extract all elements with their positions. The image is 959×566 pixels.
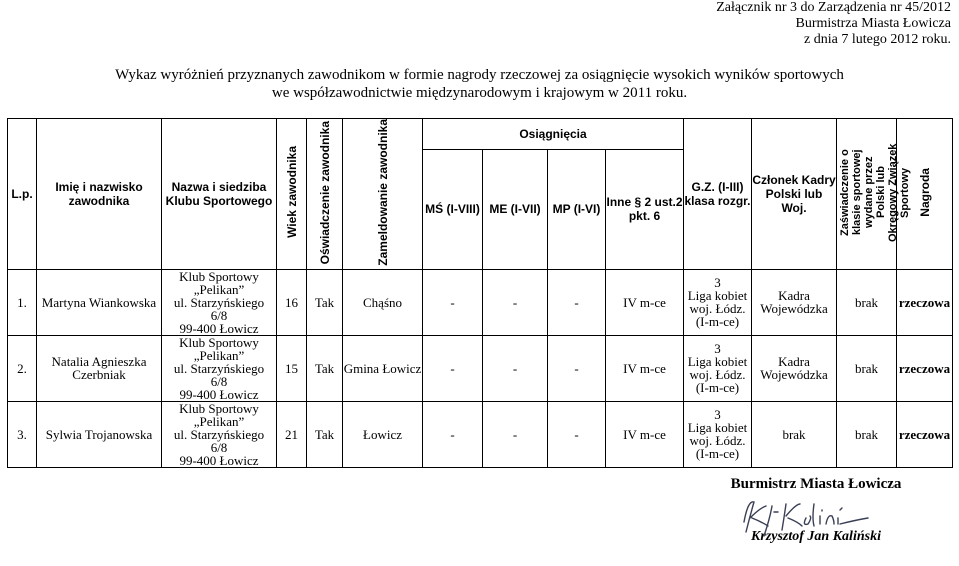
- cell-kadra: brak: [752, 401, 837, 467]
- header-ms: MŚ (I-VIII): [423, 150, 483, 270]
- handwritten-signature-icon: [736, 492, 876, 540]
- header-lp: L.p.: [8, 119, 37, 270]
- attachment-line-2: Burmistrza Miasta Łowicza: [795, 16, 951, 31]
- cell-lp: 2.: [8, 335, 37, 401]
- cell-certificate: brak: [837, 269, 897, 335]
- title-line-2: we współzawodnictwie międzynarodowym i krajowym w 2011 roku.: [271, 85, 688, 101]
- cell-gz: 3 Liga kobiet woj. Łódz. (I-m-ce): [684, 401, 752, 467]
- cell-me: -: [483, 401, 548, 467]
- title-line-1: Wykaz wyróżnień przyznanych zawodnikom w formie nagrody rzeczowej za osiągnięcie wysokich wyników sportowych: [115, 67, 844, 83]
- cell-ms: -: [423, 335, 483, 401]
- cell-lp: 3.: [8, 401, 37, 467]
- cell-club: Klub Sportowy „Pelikan” ul. Starzyńskiego 6/8 99-400 Łowicz: [162, 269, 277, 335]
- header-other: Inne § 2 ust.2 pkt. 6: [606, 150, 684, 270]
- header-age: Wiek zawodnika: [277, 119, 307, 270]
- cell-lp: 1.: [8, 269, 37, 335]
- cell-declaration: Tak: [307, 401, 343, 467]
- cell-certificate: brak: [837, 401, 897, 467]
- cell-award: rzeczowa: [897, 269, 953, 335]
- cell-gz: 3 Liga kobiet woj. Łódz. (I-m-ce): [684, 269, 752, 335]
- header-mp: MP (I-VI): [548, 150, 606, 270]
- cell-other: IV m-ce: [606, 401, 684, 467]
- cell-age: 15: [277, 335, 307, 401]
- cell-mp: -: [548, 269, 606, 335]
- awards-table: [7, 118, 953, 468]
- header-award: Nagroda: [897, 119, 953, 270]
- document-title: [0, 66, 959, 102]
- cell-declaration: Tak: [307, 269, 343, 335]
- table-row: [8, 401, 953, 467]
- cell-certificate: brak: [837, 335, 897, 401]
- cell-ms: -: [423, 269, 483, 335]
- header-residence: Zameldowanie zawodnika: [343, 119, 423, 270]
- cell-me: -: [483, 335, 548, 401]
- cell-club: Klub Sportowy „Pelikan” ul. Starzyńskiego 6/8 99-400 Łowicz: [162, 401, 277, 467]
- header-kadra: Członek Kadry Polski lub Woj.: [752, 119, 837, 270]
- header-name: Imię i nazwisko zawodnika: [37, 119, 162, 270]
- cell-kadra: Kadra Wojewódzka: [752, 335, 837, 401]
- cell-other: IV m-ce: [606, 269, 684, 335]
- header-club: Nazwa i siedziba Klubu Sportowego: [162, 119, 277, 270]
- header-me: ME (I-VII): [483, 150, 548, 270]
- signature-name: Krzysztof Jan Kaliński: [751, 529, 881, 544]
- cell-residence: Gmina Łowicz: [343, 335, 423, 401]
- cell-name: Martyna Wiankowska: [37, 269, 162, 335]
- attachment-note: [716, 0, 951, 48]
- cell-mp: -: [548, 401, 606, 467]
- cell-mp: -: [548, 335, 606, 401]
- signature-title: Burmistrz Miasta Łowicza: [730, 476, 902, 492]
- table-row: [8, 335, 953, 401]
- header-achievements: Osiągnięcia: [423, 119, 684, 150]
- cell-age: 21: [277, 401, 307, 467]
- table-row: [8, 269, 953, 335]
- cell-gz: 3 Liga kobiet woj. Łódz. (I-m-ce): [684, 335, 752, 401]
- cell-award: rzeczowa: [897, 401, 953, 467]
- cell-club: Klub Sportowy „Pelikan” ul. Starzyńskiego 6/8 99-400 Łowicz: [162, 335, 277, 401]
- cell-name: Natalia Agnieszka Czerbniak: [37, 335, 162, 401]
- header-certificate: Zaświadczenie o klasie sportowej wydane przez Polski lub Okręgowy Związek Sportowy: [837, 119, 897, 270]
- cell-declaration: Tak: [307, 335, 343, 401]
- cell-me: -: [483, 269, 548, 335]
- header-row-top: [8, 119, 953, 150]
- cell-other: IV m-ce: [606, 335, 684, 401]
- header-declaration: Oświadczenie zawodnika: [307, 119, 343, 270]
- cell-award: rzeczowa: [897, 335, 953, 401]
- cell-ms: -: [423, 401, 483, 467]
- cell-residence: Łowicz: [343, 401, 423, 467]
- header-gz: G.Z. (I-III) klasa rozgr.: [684, 119, 752, 270]
- cell-kadra: Kadra Wojewódzka: [752, 269, 837, 335]
- cell-name: Sylwia Trojanowska: [37, 401, 162, 467]
- cell-age: 16: [277, 269, 307, 335]
- attachment-line-1: Załącznik nr 3 do Zarządzenia nr 45/2012: [716, 0, 951, 15]
- cell-residence: Chąśno: [343, 269, 423, 335]
- attachment-line-3: z dnia 7 lutego 2012 roku.: [804, 32, 951, 47]
- signature-block: [728, 476, 904, 545]
